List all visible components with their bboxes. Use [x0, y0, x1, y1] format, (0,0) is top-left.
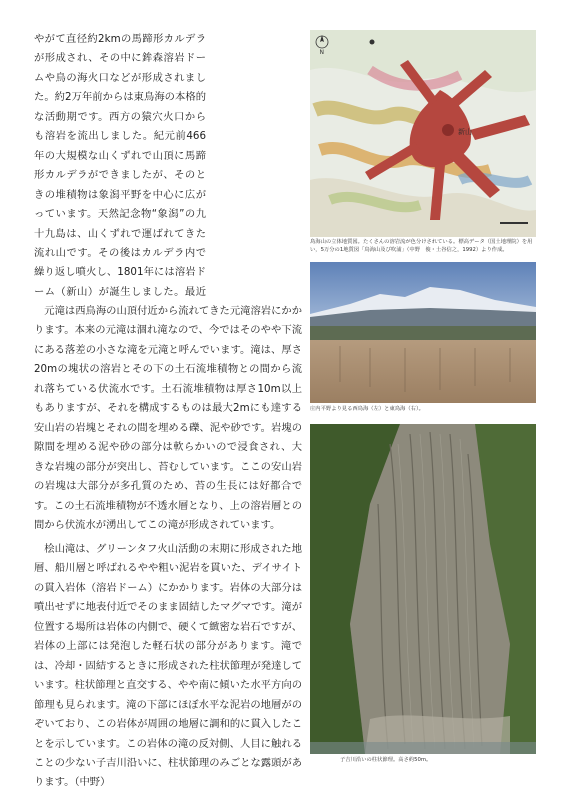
paragraph-intro: やがて直径約2kmの馬蹄形カルデラが形成され、その中に鉾森溶岩ドームや鳥の海火口などが形成されました。約2万年前からは東鳥海の本格的な活動期です。西方の猿穴火口からも溶岩を流出しました。紀元前466年の大規模な山くずれで山頂に馬蹄形カルデラができましたが、そのときの堆積物は象潟平野を中心に広がっています。天然記念物“象潟”の九十九島は、山くずれで運ばれてきた流れ山です。その後はカルデラ内で繰り返し噴火し、1801年には溶岩ドーム（新山）が誕生しました。最近	[34, 33, 206, 298]
paragraph-tocchi-column	[34, 540, 302, 793]
paragraph-tocchi: 桧山滝は、グリーンタフ火山活動の末期に形成された地層、船川層と呼ばれるやや粗い泥岩を貫いた、デイサイトの貫入岩体（溶岩ドーム）にかかります。岩体の大部分は噴出せずに地表付近でそのまま固結したマグマです。滝が位置する場所は岩体の内側で、硬くて緻密な岩石ですが、岩体の上部には発泡した軽石状の部分があります。滝では、冷却・固結するときに形成された柱状節理が発達しています。柱状節理と直交する、やや南に傾いた水平方向の節理も見られます。滝の下部にほぼ水平な泥岩の地層がのぞいており、この岩体が周囲の地層に調和的に貫入したことを示しています。この岩体の滝の反対側、人目に触れることの少ない子吉川沿いに、柱状節理のみごとな露頭があります。（中野）	[34, 543, 302, 789]
geologic-map-image	[310, 30, 536, 237]
columnar-joint-photo-figure	[310, 424, 536, 754]
paragraph-mototaki-column	[34, 302, 302, 535]
north-label: N	[319, 49, 324, 56]
paragraph-intro-column	[34, 30, 306, 302]
column-caption: 子吉川沿いの柱状節理。高さ約50m。	[340, 757, 432, 763]
geologic-map-figure	[310, 30, 536, 237]
paragraph-mototaki: 元滝は西鳥海の山頂付近から流れてきた元滝溶岩にかかります。本来の元滝は涸れ滝なので、今ではそのやや下流にある落差の小さな滝を元滝と呼んでいます。滝は、厚さ20mの塊状の溶岩とその下の土石流堆積物との間から流れ落ちている伏流水です。土石流堆積物は厚さ10m以上もありますが、それを構成するものは最大2mにも達する安山岩の岩塊とそれの間を埋める礫、泥や砂です。岩塊の隙間を埋める泥や砂の部分は軟らかいので浸食され、大きな岩塊の部分が突出し、苔むしています。ここの安山岩の岩塊は大部分が多孔質のため、苔の生長には好都合です。この土石流堆積物が不透水層となり、上の溶岩層との間から伏流水が湧出してこの滝が形成されています。	[34, 305, 302, 531]
columnar-joint-photo	[310, 424, 536, 754]
peak-label: 新山	[458, 128, 472, 136]
mountain-photo-figure	[310, 262, 536, 403]
map-caption: 鳥海山の立体地質図。たくさんの溶岩流が色分けされている。標高データ（国土地理院）を用い，5万分の1地質図「鳥海山及び吹浦」（中野 俊・土谷信之，1992）より作成。	[310, 239, 533, 253]
mountain-caption: 庄内平野より見る西鳥海（左）と東鳥海（右）。	[310, 406, 424, 412]
mountain-photo	[310, 262, 536, 403]
